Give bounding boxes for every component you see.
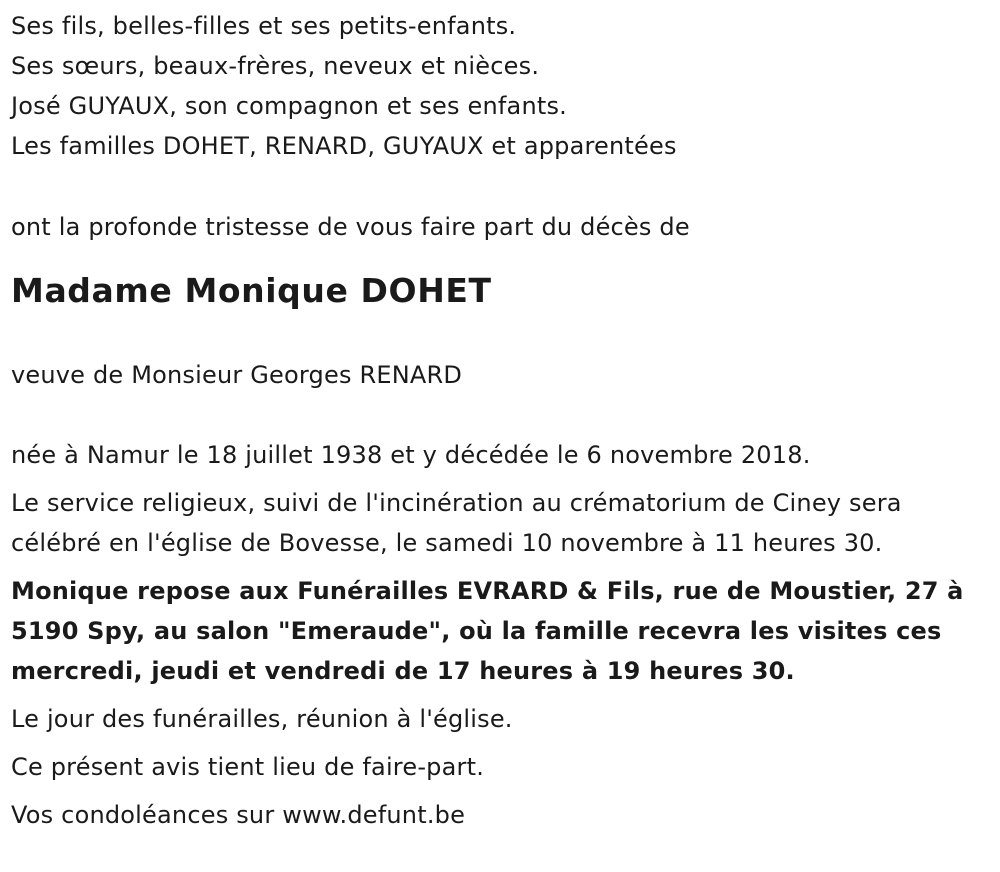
obituary-notice bbox=[11, 6, 991, 835]
condolences-text bbox=[11, 795, 991, 835]
funeral-day-line: Le jour des funérailles, réunion à l'église. bbox=[11, 705, 513, 733]
family-line: Ses sœurs, beaux-frères, neveux et nièces. bbox=[11, 52, 540, 80]
announcement-text: ont la profonde tristesse de vous faire part du décès de bbox=[11, 213, 690, 241]
repose-line: 5190 Spy, au salon "Emeraude", où la famille recevra les visites ces bbox=[11, 617, 942, 645]
service-line: Le service religieux, suivi de l'incinération au crématorium de Ciney sera bbox=[11, 489, 902, 517]
family-list bbox=[11, 6, 991, 166]
condolences-line: Vos condoléances sur www.defunt.be bbox=[11, 801, 466, 829]
repose-line: mercredi, jeudi et vendredi de 17 heures à 19 heures 30. bbox=[11, 657, 795, 685]
funeral-day-text bbox=[11, 699, 991, 739]
family-line: Les familles DOHET, RENARD, GUYAUX et apparentées bbox=[11, 132, 677, 160]
notice-text bbox=[11, 747, 991, 787]
deceased-name: Madame Monique DOHET bbox=[11, 271, 492, 310]
birth-death-text: née à Namur le 18 juillet 1938 et y décédée le 6 novembre 2018. bbox=[11, 441, 811, 469]
notice-line: Ce présent avis tient lieu de faire-part. bbox=[11, 753, 485, 781]
family-line: José GUYAUX, son compagnon et ses enfants. bbox=[11, 92, 567, 120]
service-paragraph bbox=[11, 483, 991, 563]
repose-line: Monique repose aux Funérailles EVRARD & Fils, rue de Moustier, 27 à bbox=[11, 577, 964, 605]
service-line: célébré en l'église de Bovesse, le samedi 10 novembre à 11 heures 30. bbox=[11, 529, 883, 557]
repose-paragraph bbox=[11, 571, 991, 691]
widow-of-text: veuve de Monsieur Georges RENARD bbox=[11, 361, 463, 389]
family-line: Ses fils, belles-filles et ses petits-enfants. bbox=[11, 12, 517, 40]
